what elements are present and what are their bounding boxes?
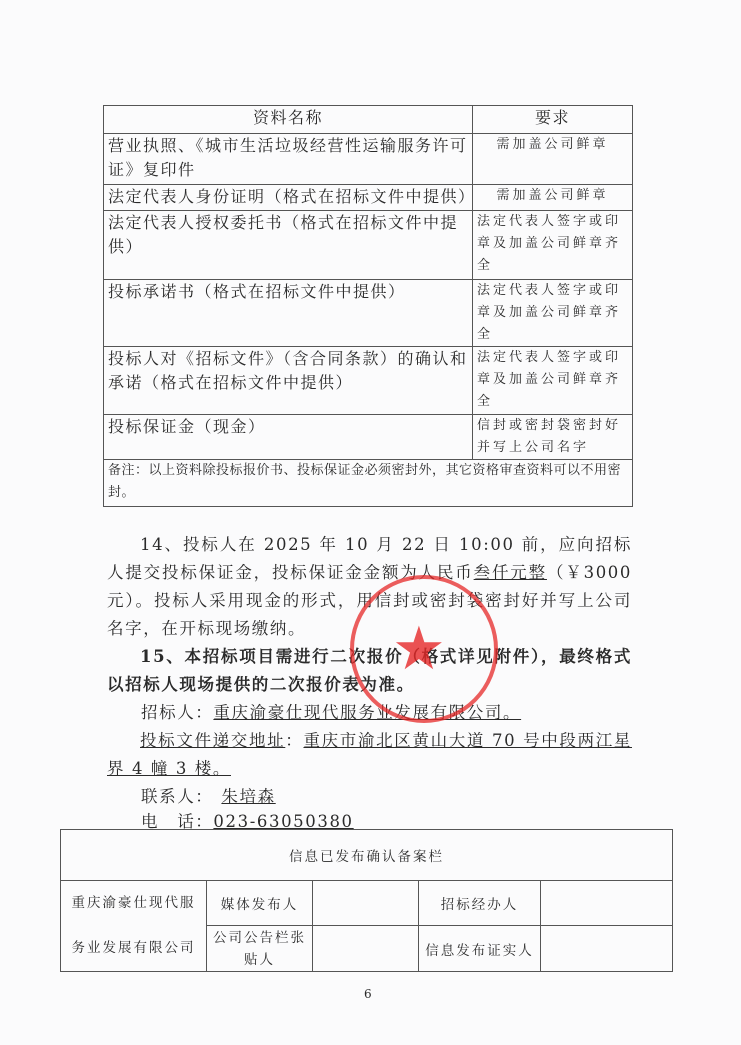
notice-board-label: 公司公告栏张贴人	[207, 926, 313, 972]
row-name: 投标承诺书（格式在招标文件中提供）	[104, 280, 473, 347]
tenderer-label: 招标人：	[141, 703, 214, 722]
media-publisher-label: 媒体发布人	[207, 881, 313, 926]
contact-line	[141, 783, 296, 811]
address-line: 投标文件递交地址：重庆市渝北区黄山大道 70 号中段两江星界 4 幢 3 楼。	[107, 731, 632, 778]
tender-agent-label: 招标经办人	[419, 881, 541, 926]
contact-name: 朱培森	[221, 787, 276, 806]
notice-board-value[interactable]	[313, 926, 419, 972]
header-name: 资料名称	[104, 106, 473, 134]
materials-table	[103, 105, 633, 507]
address-value: 重庆市渝北区黄山大道 70 号中段两江星界 4 幢 3 楼。	[107, 731, 632, 778]
phone-value: 023-63050380	[213, 812, 354, 831]
row-name: 法定代表人身份证明（格式在招标文件中提供）	[104, 185, 473, 211]
row-name: 营业执照、《城市生活垃圾经营性运输服务许可证》复印件	[104, 134, 473, 185]
item-15: 15、本招标项目需进行二次报价（格式详见附件），最终格式以招标人现场提供的二次报价表为准。	[107, 647, 632, 694]
address-label: 投标文件递交地址	[140, 731, 286, 750]
tenderer-value: 重庆渝豪仕现代服务业发展有限公司。	[213, 703, 522, 722]
row-requirement: 法定代表人签字或印章及加盖公司鲜章齐全	[473, 211, 633, 280]
contact-label: 联系人：	[141, 787, 214, 806]
verifier-label: 信息发布证实人	[419, 926, 541, 972]
record-title: 信息已发布确认备案栏	[61, 830, 673, 881]
row-requirement: 法定代表人签字或印章及加盖公司鲜章齐全	[473, 280, 633, 347]
phone-label: 电 话：	[141, 812, 214, 831]
media-publisher-value[interactable]	[313, 881, 419, 926]
row-name: 投标人对《招标文件》（含合同条款）的确认和承诺（格式在招标文件中提供）	[104, 347, 473, 415]
tender-agent-value[interactable]	[541, 881, 673, 926]
item-14-text: 14、投标人在 2025 年 10 月 22 日 10:00 前，应向招标人提交投标保证金，投标保证金金额为人民币	[107, 535, 632, 582]
row-requirement: 信封或密封袋密封好并写上公司名字	[473, 415, 633, 460]
row-requirement: 需加盖公司鲜章	[473, 134, 633, 185]
header-requirement: 要求	[473, 106, 633, 134]
row-requirement: 法定代表人签字或印章及加盖公司鲜章齐全	[473, 347, 633, 415]
row-name: 投标保证金（现金）	[104, 415, 473, 460]
record-company: 重庆渝豪仕现代服务业发展有限公司	[61, 881, 207, 972]
item-14-rest: （￥3000 元）。投标人采用现金的形式，用信封或密封袋密封好并写上公司名字，在开标现场缴纳。	[107, 563, 633, 638]
star-icon: ★	[392, 614, 446, 684]
table-note: 备注：以上资料除投标报价书、投标保证金必须密封外，其它资格审查资料可以不用密封。	[104, 460, 633, 507]
record-table	[60, 829, 673, 972]
row-requirement: 需加盖公司鲜章	[473, 185, 633, 211]
verifier-value[interactable]	[541, 926, 673, 972]
row-name: 法定代表人授权委托书（格式在招标文件中提供）	[104, 211, 473, 280]
amount-words: 叁仟元整	[473, 563, 547, 582]
page-number: 6	[364, 987, 372, 1001]
company-seal	[350, 575, 498, 723]
